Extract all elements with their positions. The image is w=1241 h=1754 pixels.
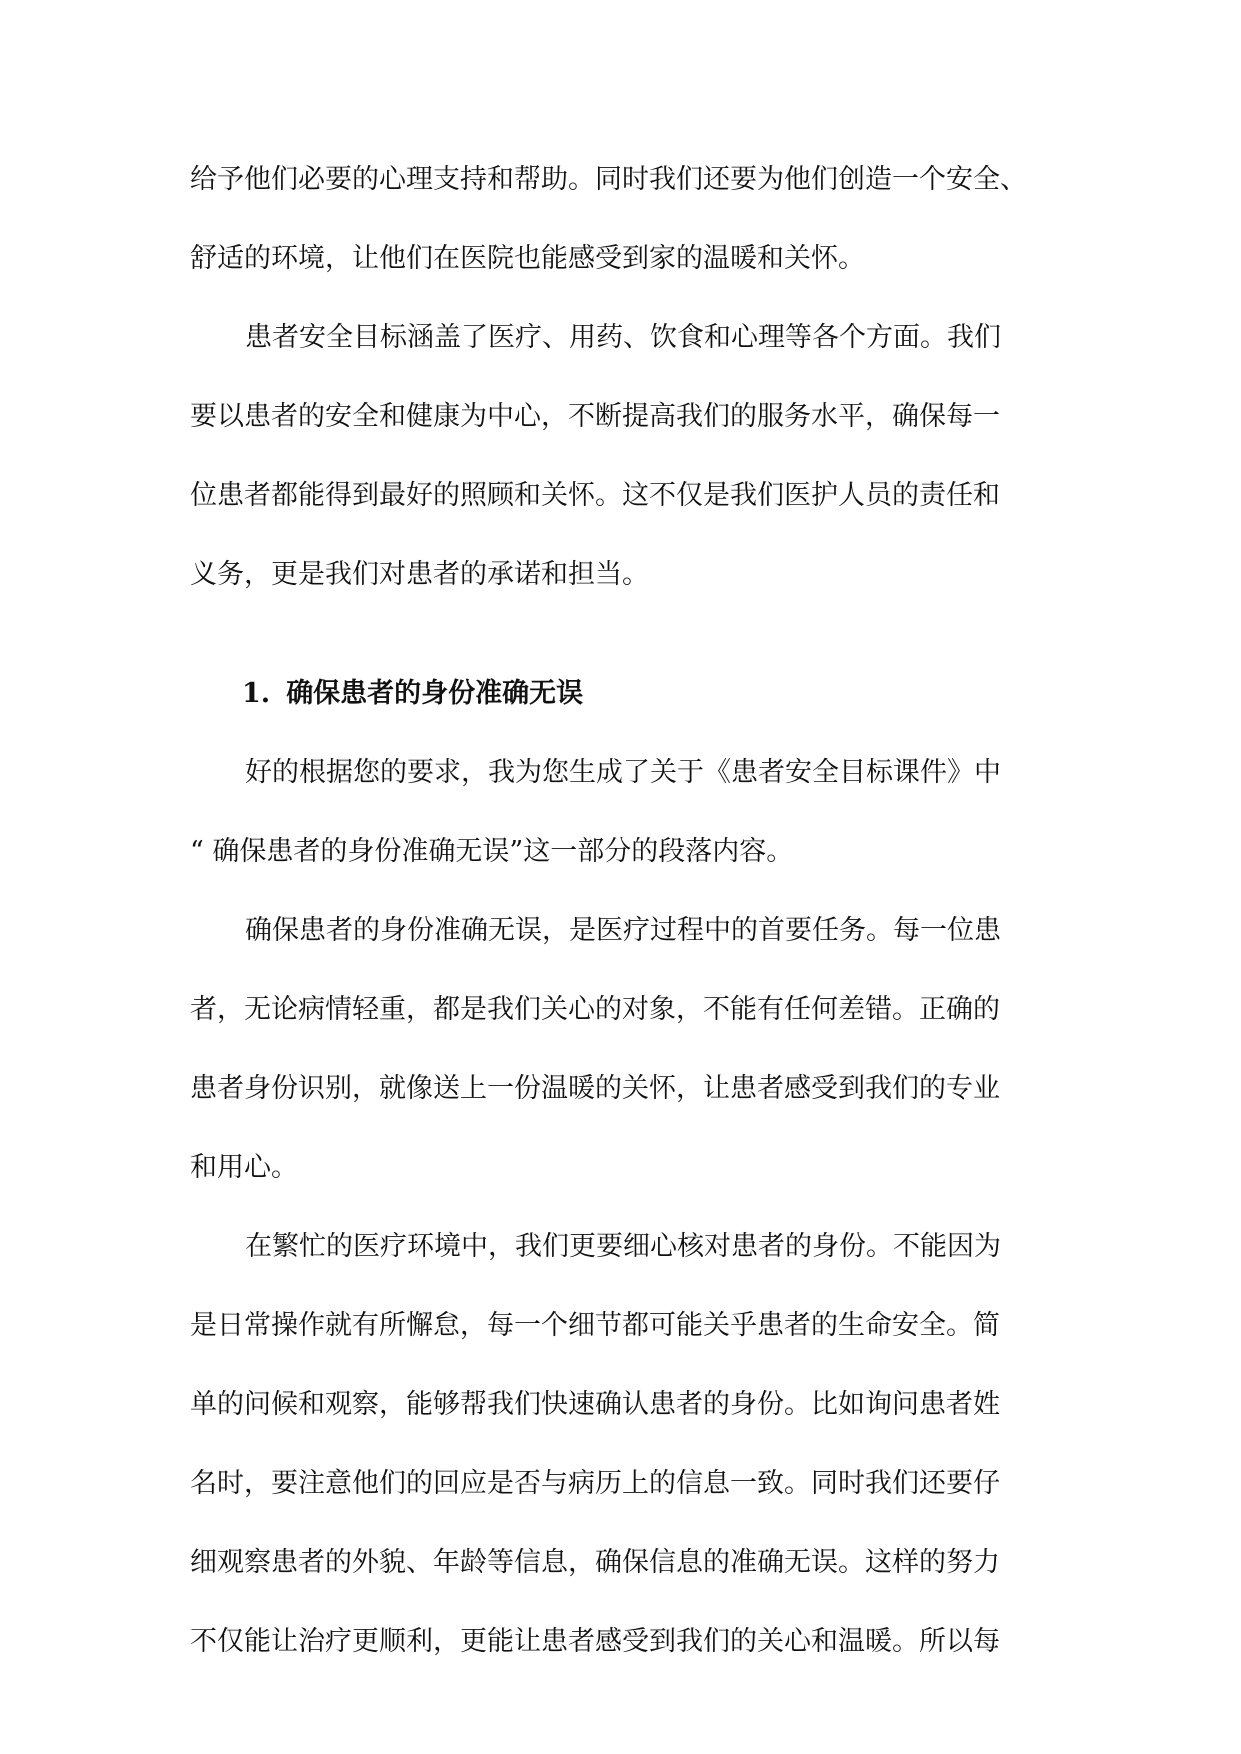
text-line: 细观察患者的外貌、年龄等信息，确保信息的准确无误。这样的努力 (190, 1547, 1000, 1578)
text-line: 舒适的环境，让他们在医院也能感受到家的温暖和关怀。 (190, 243, 865, 274)
section-title: 确保患者的身份准确无误 (286, 678, 584, 709)
text-line: 给予他们必要的心理支持和帮助。同时我们还要为他们创造一个安全、 (190, 164, 1027, 195)
text-line: 好的根据您的要求，我为您生成了关于《患者安全目标课件》中 (245, 757, 1001, 788)
summary-paragraph (190, 298, 1090, 614)
text-line: “ 确保患者的身份准确无误”这一部分的段落内容。 (190, 836, 794, 867)
paragraph-3 (190, 1207, 1090, 1681)
text-line: 确保患者的身份准确无误，是医疗过程中的首要任务。每一位患 (245, 915, 1001, 946)
text-line: 者，无论病情轻重，都是我们关心的对象，不能有任何差错。正确的 (190, 994, 1000, 1025)
section-spacer (190, 614, 1090, 654)
section-heading (190, 654, 1090, 733)
paragraph-2 (190, 891, 1090, 1207)
text-line: 不仅能让治疗更顺利，更能让患者感受到我们的关心和温暖。所以每 (190, 1626, 1000, 1657)
section-number: 1. (242, 678, 271, 709)
paragraph-1 (190, 733, 1090, 891)
text-line: 和用心。 (190, 1152, 298, 1183)
text-line: 名时，要注意他们的回应是否与病历上的信息一致。同时我们还要仔 (190, 1468, 1000, 1499)
text-line: 位患者都能得到最好的照顾和关怀。这不仅是我们医护人员的责任和 (190, 480, 1000, 511)
text-line: 患者身份识别，就像送上一份温暖的关怀，让患者感受到我们的专业 (190, 1073, 1000, 1104)
document-body (190, 140, 1090, 1681)
text-line: 要以患者的安全和健康为中心，不断提高我们的服务水平，确保每一 (190, 401, 1000, 432)
text-line: 是日常操作就有所懈怠，每一个细节都可能关乎患者的生命安全。简 (190, 1310, 1000, 1341)
text-line: 患者安全目标涵盖了医疗、用药、饮食和心理等各个方面。我们 (245, 322, 1001, 353)
text-line: 在繁忙的医疗环境中，我们更要细心核对患者的身份。不能因为 (245, 1231, 1001, 1262)
text-line: 单的问候和观察，能够帮我们快速确认患者的身份。比如询问患者姓 (190, 1389, 1000, 1420)
text-line: 义务，更是我们对患者的承诺和担当。 (190, 559, 649, 590)
intro-paragraph (190, 140, 1090, 298)
